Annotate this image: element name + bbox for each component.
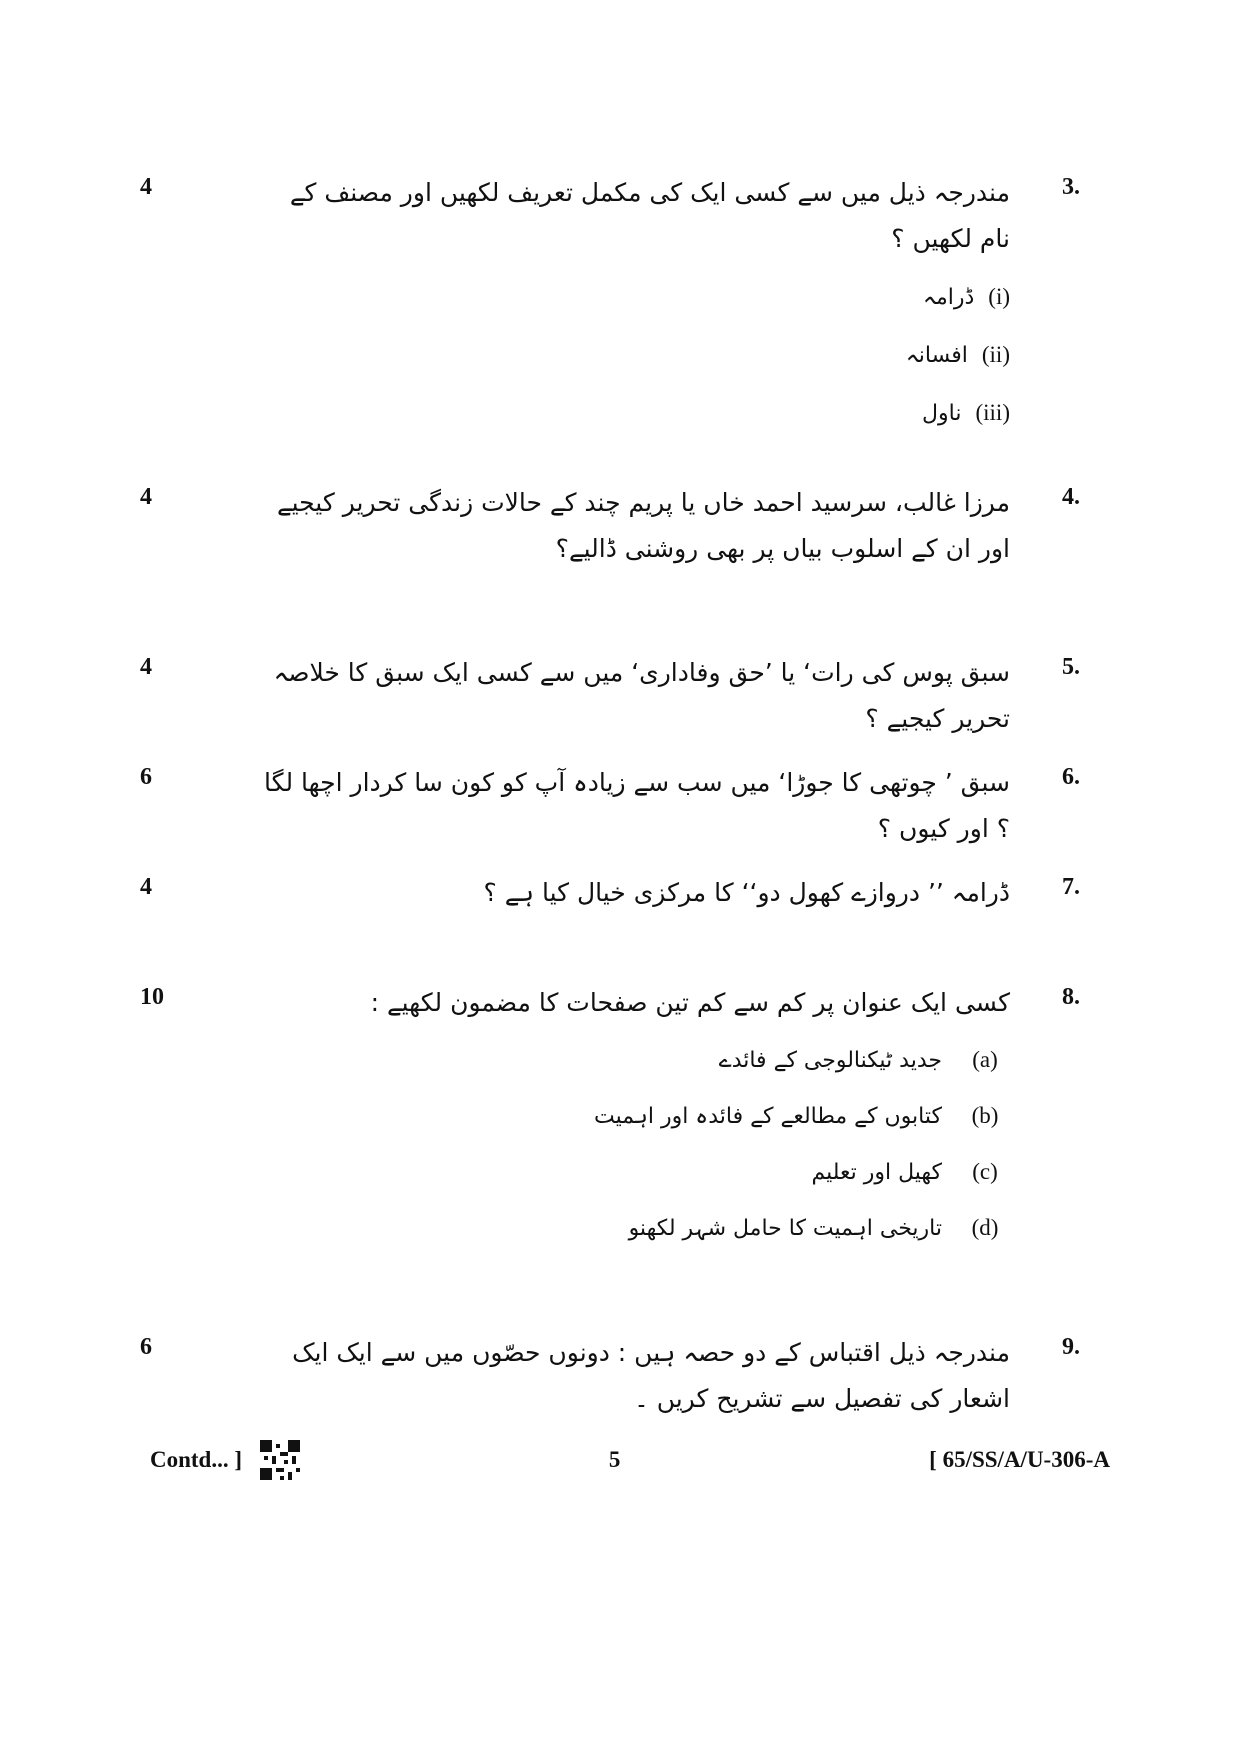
option-item	[140, 1200, 1010, 1256]
question-7	[140, 870, 1080, 916]
question-text: سبق ’ چوتھی کا جوڑا‘ میں سب سے زیادہ آپ کو کون سا کردار اچھا لگا ؟ اور کیوں ؟	[264, 768, 1010, 843]
question-text: مرزا غالب، سرسید احمد خاں یا پریم چند کے حالات زندگی تحریر کیجیے اور ان کے اسلوب بیاں پر بھی روشنی ڈالیے؟	[276, 488, 1010, 563]
question-number: 5.	[1062, 654, 1080, 680]
question-text: مندرجہ ذیل میں سے کسی ایک کی مکمل تعریف لکھیں اور مصنف کے نام لکھیں ؟	[289, 178, 1010, 253]
question-marks: 6	[140, 764, 152, 790]
question-text: ڈرامہ ’’ دروازے کھول دو‘‘ کا مرکزی خیال کیا ہے ؟	[483, 878, 1010, 907]
continued-marker	[150, 1440, 300, 1480]
question-marks: 4	[140, 874, 152, 900]
qr-code-icon	[260, 1440, 300, 1480]
option-label: (b)	[971, 1103, 999, 1128]
question-number: 7.	[1062, 874, 1080, 900]
option-text: تاریخی اہمیت کا حامل شہر لکھنو	[628, 1215, 942, 1241]
question-number: 8.	[1062, 984, 1080, 1010]
question-8	[140, 980, 1080, 1256]
option-text: کھیل اور تعلیم	[811, 1159, 942, 1185]
question-text: کسی ایک عنوان پر کم سے کم تین صفحات کا مضمون لکھیے :	[370, 988, 1010, 1017]
question-number: 4.	[1062, 484, 1080, 510]
question-text: سبق پوس کی رات‘ یا ’حق وفاداری‘ میں سے کسی ایک سبق کا خلاصہ تحریر کیجیے ؟	[273, 658, 1010, 733]
question-marks: 4	[140, 484, 152, 510]
question-5	[140, 650, 1080, 742]
page-footer	[150, 1440, 1110, 1480]
option-label: (i)	[988, 284, 1010, 309]
option-label: (a)	[972, 1047, 998, 1072]
option-item	[140, 1144, 1010, 1200]
contd-label: Contd... ]	[150, 1447, 243, 1472]
options-list	[140, 1032, 1010, 1256]
option-label: (ii)	[981, 342, 1010, 367]
option-item	[140, 326, 1010, 384]
options-list	[140, 268, 1010, 442]
question-3	[140, 170, 1080, 442]
option-text: افسانہ	[905, 342, 968, 368]
page-number: 5	[608, 1447, 621, 1472]
question-6	[140, 760, 1080, 852]
option-text: جدید ٹیکنالوجی کے فائدے	[718, 1047, 942, 1073]
question-marks: 4	[140, 654, 152, 680]
option-item	[140, 384, 1010, 442]
question-number: 3.	[1062, 174, 1080, 200]
question-9	[140, 1330, 1080, 1422]
option-label: (c)	[972, 1159, 998, 1184]
question-marks: 10	[140, 984, 164, 1010]
option-label: (iii)	[975, 400, 1010, 425]
question-marks: 6	[140, 1334, 152, 1360]
option-label: (d)	[971, 1215, 999, 1240]
question-4	[140, 480, 1080, 572]
question-marks: 4	[140, 174, 152, 200]
paper-code: [ 65/SS/A/U-306-A	[929, 1447, 1110, 1472]
question-number: 9.	[1062, 1334, 1080, 1360]
question-number: 6.	[1062, 764, 1080, 790]
option-text: کتابوں کے مطالعے کے فائدہ اور اہمیت	[594, 1103, 942, 1129]
option-item	[140, 1088, 1010, 1144]
option-item	[140, 268, 1010, 326]
option-text: ڈرامہ	[923, 284, 975, 310]
question-text: مندرجہ ذیل اقتباس کے دو حصہ ہیں : دونوں حصّوں میں سے ایک ایک اشعار کی تفصیل سے تشریح کریں ۔	[292, 1338, 1010, 1413]
option-text: ناول	[922, 400, 962, 426]
option-item	[140, 1032, 1010, 1088]
